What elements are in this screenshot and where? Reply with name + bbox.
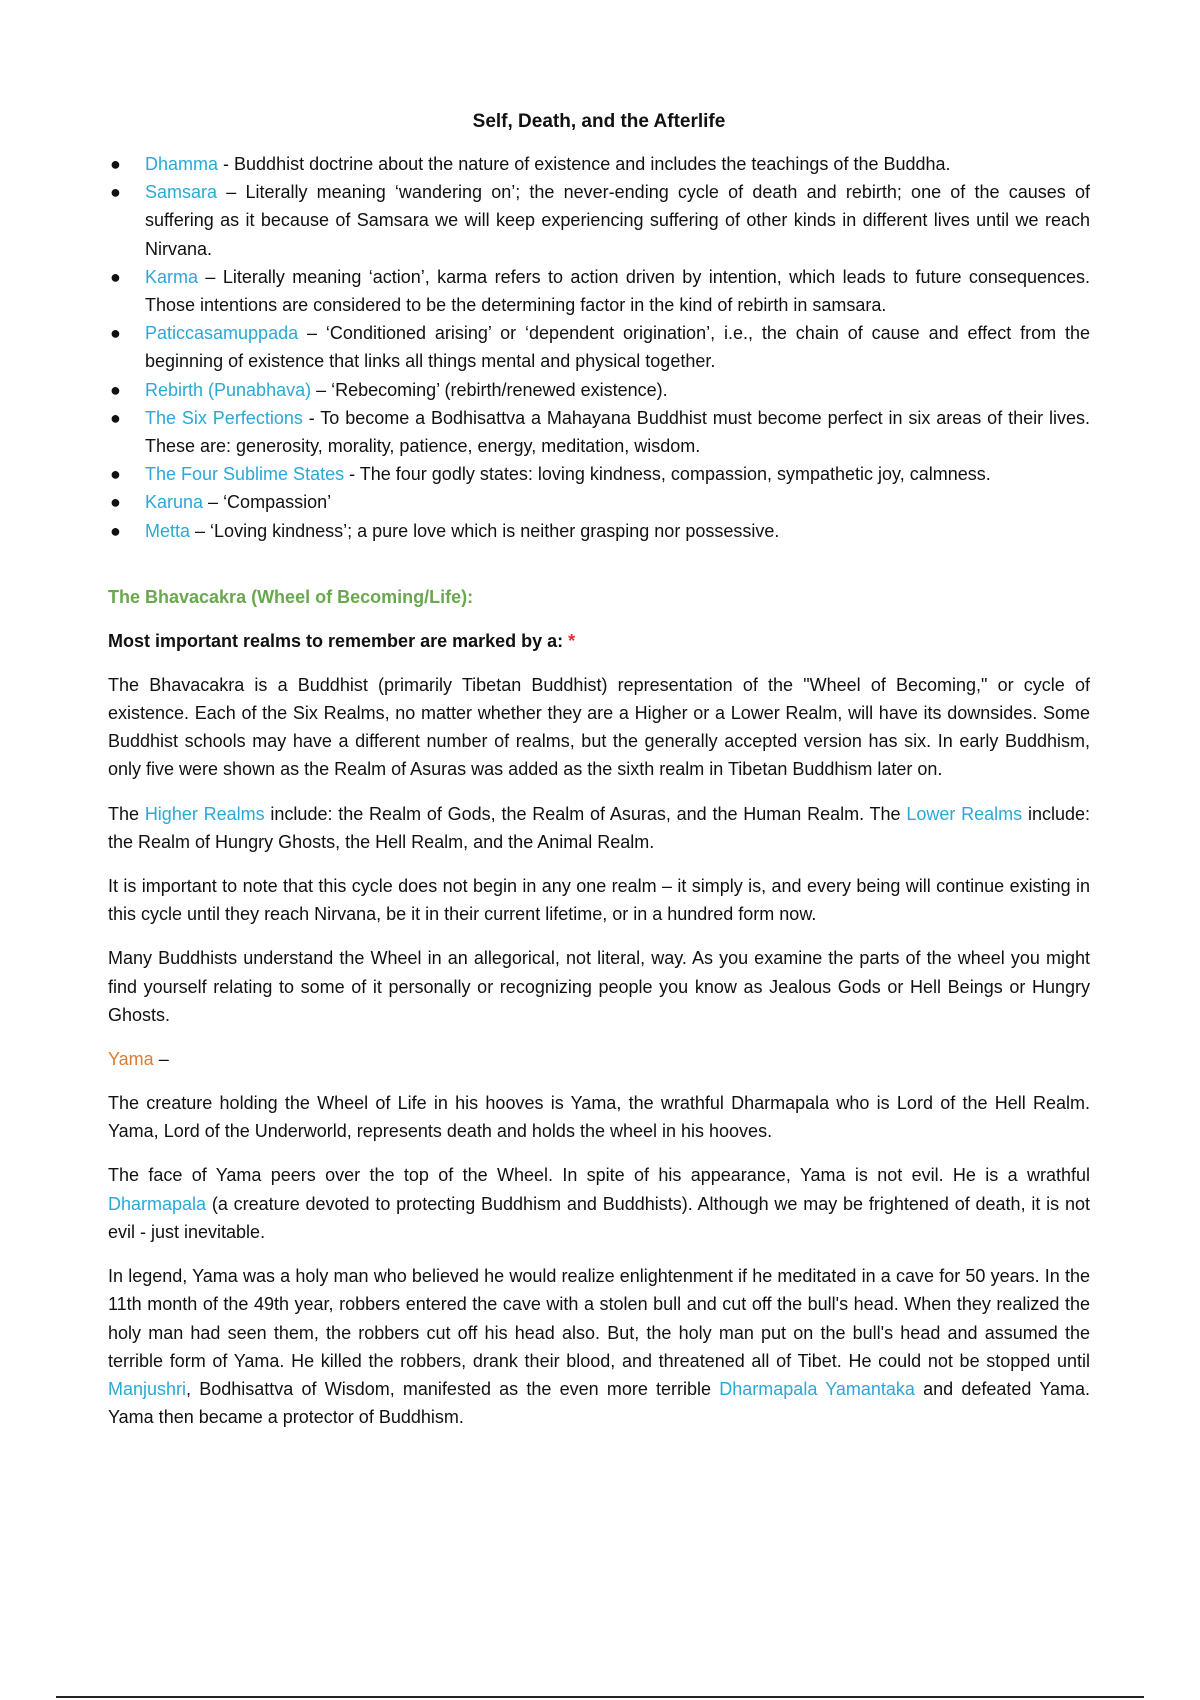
yama-paragraph-1: The creature holding the Wheel of Life in his hooves is Yama, the wrathful Dharmapala who is Lord of the Hell Realm. Yama, Lord of the Underworld, represents death and holds the wheel in his hooves. <box>108 1093 1090 1142</box>
list-item: ● Karuna – ‘Compassion’ <box>108 488 1090 516</box>
list-item: ● Rebirth (Punabhava) – ‘Rebecoming’ (rebirth/renewed existence). <box>108 376 1090 404</box>
lower-realms-term: Lower Realms <box>906 803 1023 824</box>
list-item: ● The Six Perfections - To become a Bodhisattva a Mahayana Buddhist must become perfect in six areas of their lives. These are: generosity, morality, patience, energy, meditation, wisdom. <box>108 404 1090 460</box>
glossary-term: Paticcasamuppada <box>145 323 299 344</box>
glossary-term: Dhamma <box>145 154 219 174</box>
manjushri-term: Manjushri <box>108 1378 187 1399</box>
bullet-icon: ● <box>110 464 121 485</box>
bullet-icon: ● <box>110 520 121 541</box>
yama-heading: Yama – <box>108 1049 169 1070</box>
glossary-definition: ‘Rebecoming’ (rebirth/renewed existence). <box>331 379 668 400</box>
yamantaka-term: Dharmapala Yamantaka <box>719 1378 915 1399</box>
glossary-definition: To become a Bodhisattva a Mahayana Buddhist must become perfect in six areas of their lives. These are: generosity, morality, patience, energy, meditation, wisdom. <box>145 407 1090 457</box>
glossary-definition: The four godly states: loving kindness, compassion, sympathetic joy, calmness. <box>359 464 991 485</box>
allegory-paragraph: Many Buddhists understand the Wheel in an allegorical, not literal, way. As you examine the parts of the wheel you might find yourself relating to some of it personally or recognizing people you know as Jealous Gods or Hell Beings or Hungry Ghosts. <box>108 948 1090 1025</box>
list-item: ● The Four Sublime States - The four godly states: loving kindness, compassion, sympathetic joy, calmness. <box>108 460 1090 488</box>
yama-legend-paragraph: In legend, Yama was a holy man who believed he would realize enlightenment if he meditated in a cave for 50 years. In the 11th month of the 49th year, robbers entered the cave with a stolen bull and cut off the bull's head. When they realized the holy man had seen them, the robbers cut off his head also. But, the holy man put on the bull's head and assumed the terrible form of Yama. He killed the robbers, drank their blood, and threatened all of Tibet. He could not be stopped until Manjushri, Bodhisattva of Wisdom, manifested as the even more terrible Dharmapala Yamantaka and defeated Yama. Yama then became a protector of Buddhism. <box>108 1266 1091 1428</box>
realms-paragraph: The Higher Realms include: the Realm of Gods, the Realm of Asuras, and the Human Realm. The Lower Realms include: the Realm of Hungry Ghosts, the Hell Realm, and the Animal Realm. <box>108 803 1090 852</box>
list-item: ● Karma – Literally meaning ‘action’, karma refers to action driven by intention, which leads to future consequences. Those intentions are considered to be the determining factor in the kind of rebirth in samsara. <box>108 263 1090 319</box>
glossary-term: The Four Sublime States <box>145 464 345 485</box>
bullet-icon: ● <box>110 154 121 174</box>
bhavacakra-paragraph: The Bhavacakra is a Buddhist (primarily Tibetan Buddhist) representation of the "Wheel of Becoming," or cycle of existence. Each of the Six Realms, no matter whether they are a Higher or a Lower Realm, will have its downsides. Some Buddhist schools may have a different number of realms, but the generally accepted version has six. In early Buddhism, only five were shown as the Realm of Asuras was added as the sixth realm in Tibetan Buddhism later on. <box>108 674 1090 780</box>
realms-note: Most important realms to remember are marked by a: * <box>108 630 576 651</box>
glossary-definition: ‘Compassion’ <box>223 492 332 513</box>
footer-divider <box>56 1696 1144 1698</box>
bhavacakra-heading: The Bhavacakra (Wheel of Becoming/Life): <box>108 586 474 607</box>
document-page <box>108 108 1090 1447</box>
glossary-definition: ‘Conditioned arising’ or ‘dependent origination’, i.e., the chain of cause and effect from the beginning of existence that links all things mental and physical together. <box>145 323 1091 372</box>
bullet-icon: ● <box>110 492 121 513</box>
glossary-definition: ‘Loving kindness’; a pure love which is neither grasping nor possessive. <box>210 520 780 541</box>
bullet-icon: ● <box>110 379 121 400</box>
bullet-icon: ● <box>110 407 121 428</box>
glossary-term: Metta <box>145 520 191 541</box>
glossary-list <box>108 150 1090 545</box>
glossary-definition: Literally meaning ‘wandering on’; the never-ending cycle of death and rebirth; one of the causes of suffering as it because of Samsara we will keep experiencing suffering of other kinds in different lives until we reach Nirvana. <box>145 182 1090 259</box>
page-title: Self, Death, and the Afterlife <box>472 111 726 132</box>
list-item: ● Dhamma - Buddhist doctrine about the nature of existence and includes the teachings of the Buddha. <box>108 150 1090 178</box>
cycle-paragraph: It is important to note that this cycle does not begin in any one realm – it simply is, and every being will continue existing in this cycle until they reach Nirvana, be it in their current lifetime, or in a hundred form now. <box>108 876 1090 925</box>
bullet-icon: ● <box>110 266 121 287</box>
glossary-term: Samsara <box>145 182 218 203</box>
bullet-icon: ● <box>110 323 121 344</box>
list-item: ● Paticcasamuppada – ‘Conditioned arising’ or ‘dependent origination’, i.e., the chain of cause and effect from the beginning of existence that links all things mental and physical together. <box>108 319 1090 375</box>
glossary-definition: Literally meaning ‘action’, karma refers to action driven by intention, which leads to future consequences. Those intentions are considered to be the determining factor in the kind of rebirth in samsara. <box>145 266 1090 316</box>
glossary-term: The Six Perfections <box>145 407 303 428</box>
higher-realms-term: Higher Realms <box>144 803 265 824</box>
glossary-term: Karuna <box>145 492 204 513</box>
dharmapala-term: Dharmapala <box>108 1193 207 1214</box>
glossary-definition: Buddhist doctrine about the nature of existence and includes the teachings of the Buddha. <box>234 154 951 174</box>
star-marker-icon: * <box>568 630 576 651</box>
list-item: ● Metta – ‘Loving kindness’; a pure love which is neither grasping nor possessive. <box>108 517 1090 545</box>
bullet-icon: ● <box>110 182 121 203</box>
yama-paragraph-2: The face of Yama peers over the top of the Wheel. In spite of his appearance, Yama is not evil. He is a wrathful Dharmapala (a creature devoted to protecting Buddhism and Buddhists). Although we may be frightened of death, it is not evil - just inevitable. <box>108 1165 1090 1242</box>
list-item: ● Samsara – Literally meaning ‘wandering on’; the never-ending cycle of death and rebirth; one of the causes of suffering as it because of Samsara we will keep experiencing suffering of other kinds in different lives until we reach Nirvana. <box>108 178 1090 263</box>
glossary-term: Rebirth (Punabhava) <box>145 379 312 400</box>
glossary-term: Karma <box>145 266 199 287</box>
